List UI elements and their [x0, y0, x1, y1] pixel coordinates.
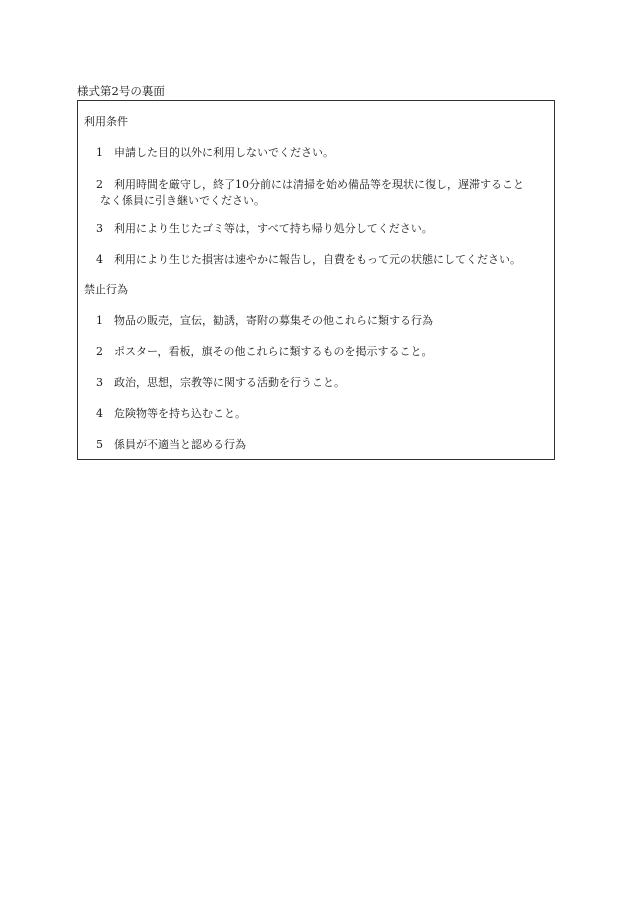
- condition-item-number: 2: [96, 178, 103, 191]
- condition-item-text: 利用により生じたゴミ等は，すべて持ち帰り処分してください。: [114, 222, 433, 235]
- prohibited-item-number: 1: [96, 314, 103, 327]
- prohibited-item-text: 政治，思想，宗教等に関する活動を行うこと。: [114, 376, 345, 389]
- condition-item-4: [96, 252, 550, 268]
- condition-item-3: [96, 221, 550, 237]
- prohibited-item-text: 物品の販売，宣伝，勧誘，寄附の募集その他これらに類する行為: [114, 314, 433, 327]
- prohibited-item-number: 5: [96, 438, 103, 451]
- prohibited-item-text: 危険物等を持ち込むこと。: [114, 407, 246, 420]
- condition-item-continuation: なく係員に引き継いでください。: [100, 194, 265, 207]
- condition-item-1: [96, 145, 550, 161]
- condition-item-2: [96, 177, 550, 209]
- condition-item-number: 1: [96, 146, 103, 159]
- prohibited-heading: 禁止行為: [84, 283, 128, 296]
- conditions-heading: 利用条件: [84, 115, 128, 128]
- prohibited-item-number: 4: [96, 407, 103, 420]
- condition-item-text: 利用時間を厳守し，終了10分前には清掃を始め備品等を現状に復し，遅滞すること: [114, 178, 524, 191]
- condition-item-text: 利用により生じた損害は速やかに報告し，自費をもって元の状態にしてください。: [114, 253, 521, 266]
- prohibited-item-text: ポスター，看板，旗その他これらに類するものを掲示すること。: [114, 345, 433, 358]
- prohibited-item-3: [96, 375, 550, 391]
- prohibited-item-5: [96, 437, 550, 453]
- prohibited-item-2: [96, 344, 550, 360]
- prohibited-item-4: [96, 406, 550, 422]
- condition-item-number: 4: [96, 253, 103, 266]
- prohibited-item-number: 2: [96, 345, 103, 358]
- prohibited-item-number: 3: [96, 376, 103, 389]
- condition-item-text: 申請した目的以外に利用しないでください。: [114, 146, 334, 159]
- form-label: 様式第2号の裏面: [77, 84, 165, 98]
- rules-frame: [77, 100, 555, 460]
- prohibited-item-1: [96, 313, 550, 329]
- prohibited-item-text: 係員が不適当と認める行為: [114, 438, 246, 451]
- condition-item-number: 3: [96, 222, 103, 235]
